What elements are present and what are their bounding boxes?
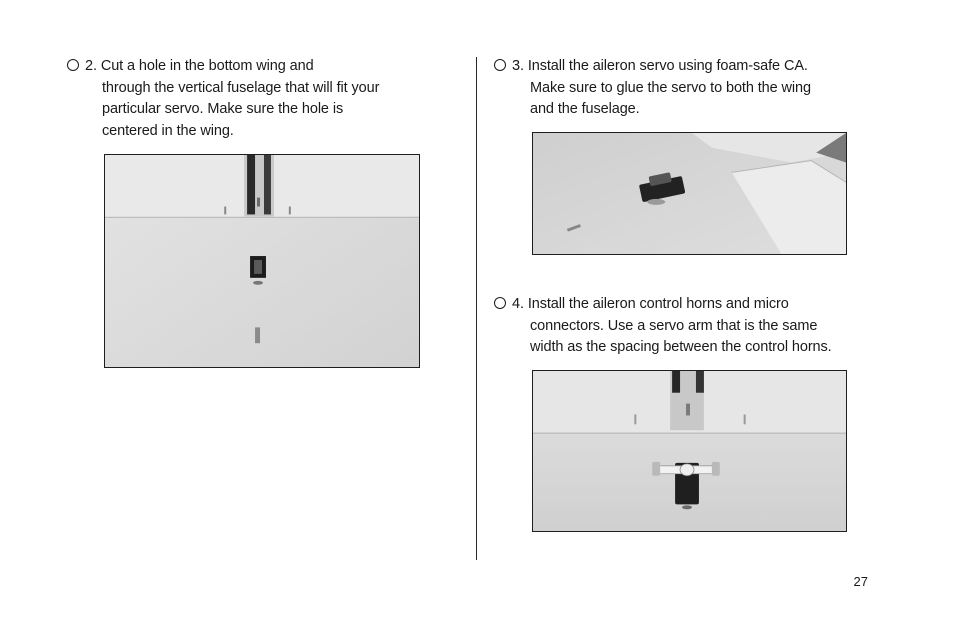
step-3-line-3: and the fuselage. xyxy=(530,101,640,117)
aileron-servo-photo-graphic xyxy=(533,133,846,254)
step-3-photo-aileron-servo xyxy=(532,132,847,255)
page-number: 27 xyxy=(853,574,868,589)
step-4-line-1: 4. Install the aileron control horns and micro xyxy=(512,296,789,312)
step-4-photo-control-horns xyxy=(532,370,847,532)
step-2-photo-wing-hole xyxy=(104,154,420,368)
step-3-checkbox-icon[interactable] xyxy=(494,59,506,71)
step-4-checkbox-icon[interactable] xyxy=(494,297,506,309)
step-2-line-2: through the vertical fuselage that will fit your xyxy=(102,79,380,96)
column-divider xyxy=(476,57,477,560)
step-4-line-2: connectors. Use a servo arm that is the same xyxy=(530,317,818,334)
step-2-instruction xyxy=(67,56,379,142)
step-4-line-3: width as the spacing between the control horns. xyxy=(530,339,832,355)
step-3-line-2: Make sure to glue the servo to both the wing xyxy=(530,79,811,96)
step-2-line-4: centered in the wing. xyxy=(102,122,234,139)
step-4-instruction xyxy=(494,294,832,359)
control-horns-photo-graphic xyxy=(533,371,846,531)
step-2-line-3: particular servo. Make sure the hole is xyxy=(102,101,344,117)
wing-hole-photo-graphic xyxy=(105,155,419,367)
step-2-line-1: 2. Cut a hole in the bottom wing and xyxy=(85,58,314,74)
step-3-instruction xyxy=(494,56,811,121)
step-3-line-1: 3. Install the aileron servo using foam-safe CA. xyxy=(512,58,808,74)
step-2-checkbox-icon[interactable] xyxy=(67,59,79,71)
